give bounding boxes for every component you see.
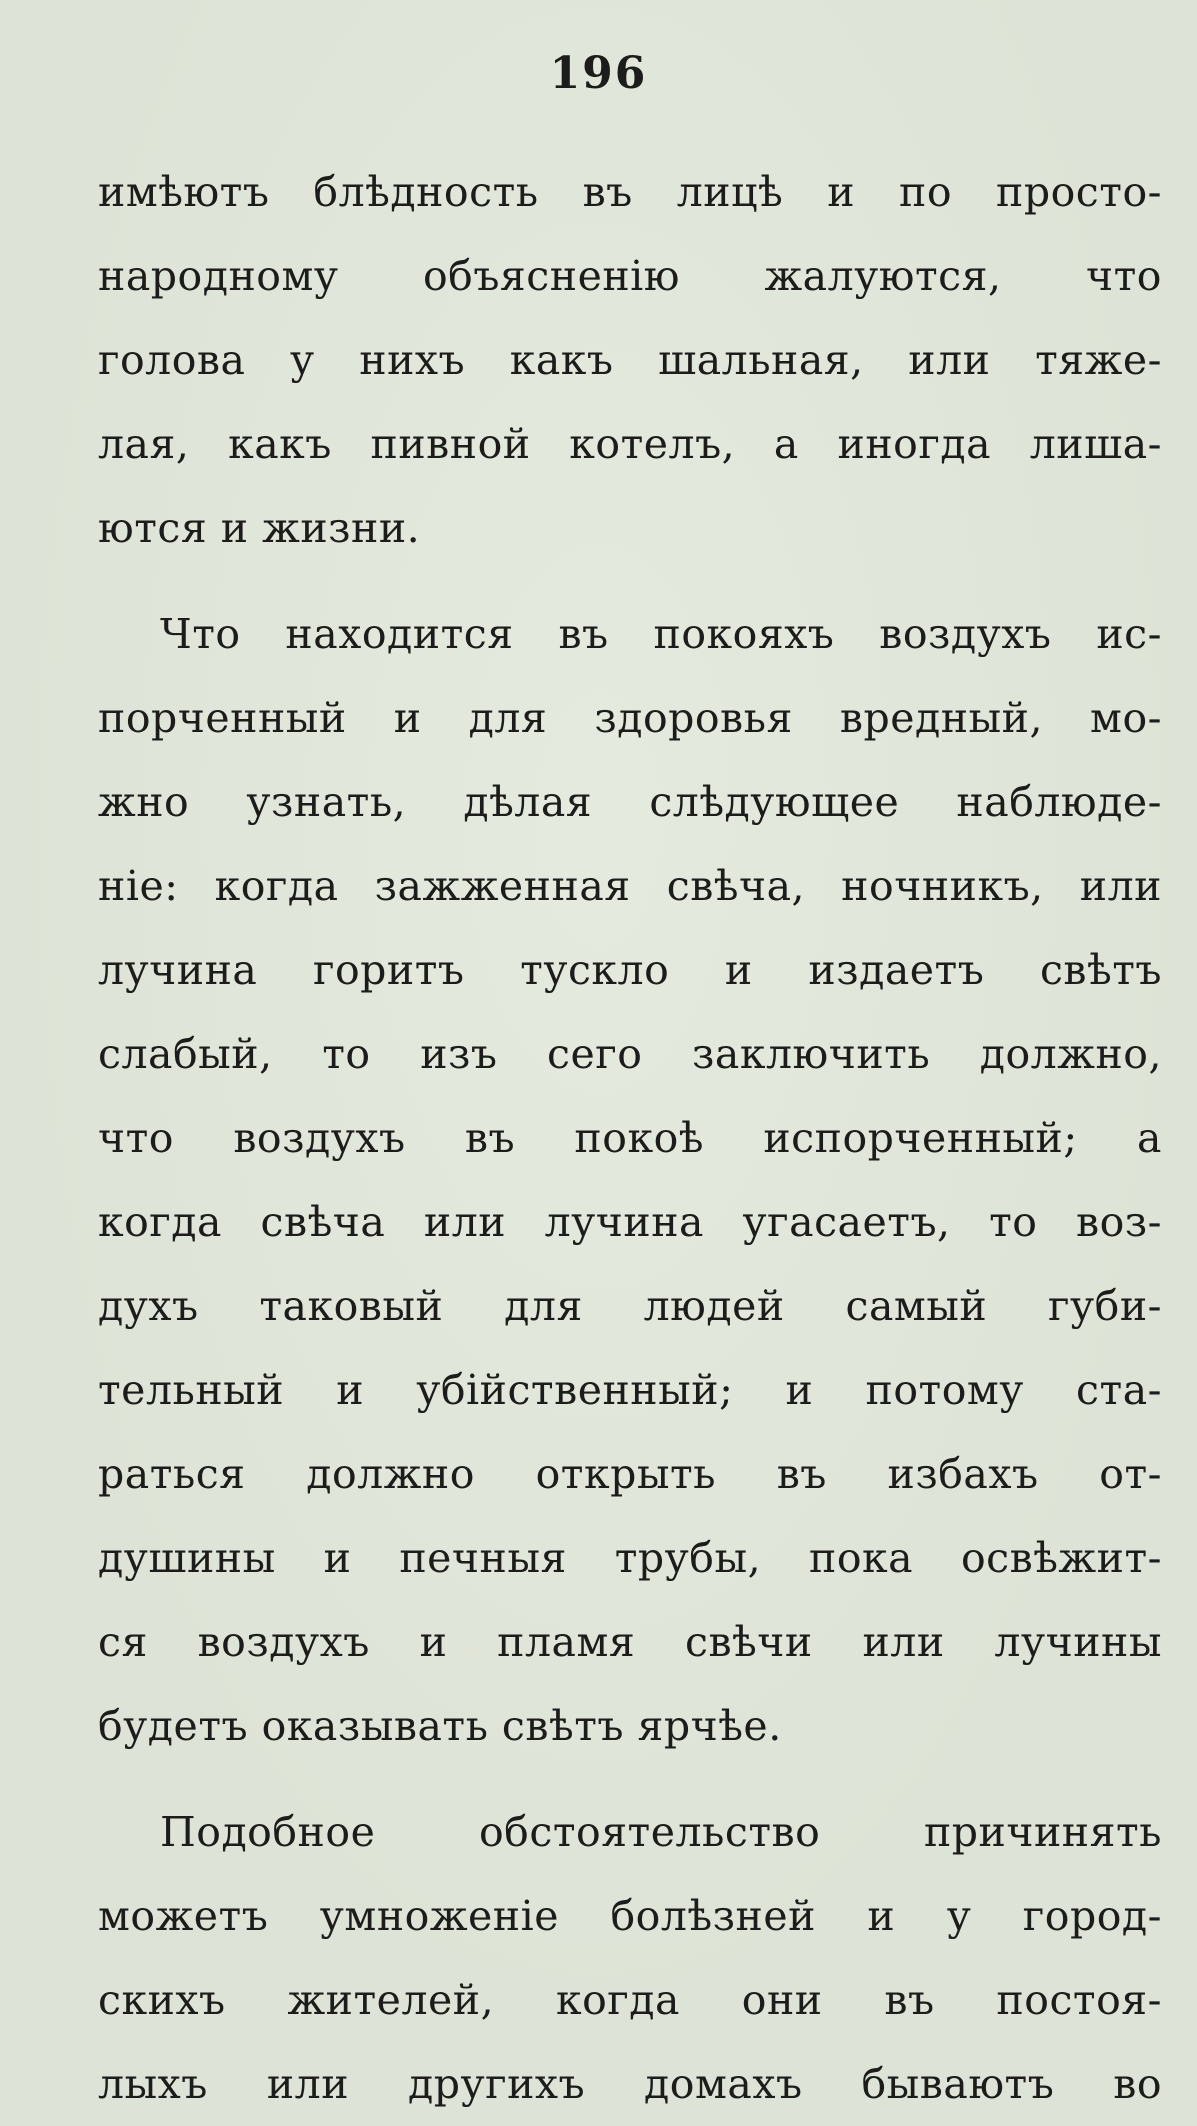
- text-line: порченный и для здоровья вредный, мо-: [98, 694, 1162, 742]
- text-line: Что находится въ покояхъ воздухъ ис-: [160, 610, 1162, 658]
- text-line: слабый, то изъ сего заключить должно,: [98, 1030, 1162, 1078]
- text-line: душины и печныя трубы, пока освѣжит-: [98, 1534, 1162, 1582]
- text-line: лая, какъ пивной котелъ, а иногда лиша-: [98, 420, 1162, 468]
- text-line: скихъ жителей, когда они въ постоя-: [98, 1976, 1162, 2024]
- text-line: будетъ оказывать свѣтъ ярчѣе.: [98, 1702, 782, 1750]
- paragraph-2: [98, 592, 1162, 1768]
- paragraph-3: [98, 1790, 1162, 2126]
- paragraph-1: [98, 150, 1162, 570]
- text-line: ніе: когда зажженная свѣча, ночникъ, или: [98, 862, 1162, 910]
- text-line: что воздухъ въ покоѣ испорченный; а: [98, 1114, 1162, 1162]
- text-line: жно узнать, дѣлая слѣдующее наблюде-: [98, 778, 1162, 826]
- text-line: ются и жизни.: [98, 504, 421, 552]
- text-line: народному объясненію жалуются, что: [98, 252, 1162, 300]
- text-line: лучина горитъ тускло и издаетъ свѣтъ: [98, 946, 1162, 994]
- text-line: имѣютъ блѣдность въ лицѣ и по просто-: [98, 168, 1162, 216]
- page-number: 196: [549, 48, 648, 99]
- text-line: лыхъ или другихъ домахъ бываютъ во: [98, 2060, 1162, 2108]
- text-line: тельный и убійственный; и потому ста-: [98, 1366, 1162, 1414]
- text-line: голова у нихъ какъ шальная, или тяже-: [98, 336, 1162, 384]
- text-line: когда свѣча или лучина угасаетъ, то воз-: [98, 1198, 1162, 1246]
- text-line: Подобное обстоятельство причинять: [160, 1808, 1162, 1856]
- text-line: можетъ умноженіе болѣзней и у город-: [98, 1892, 1162, 1940]
- text-line: раться должно открыть въ избахъ от-: [98, 1450, 1162, 1498]
- body-text: [98, 150, 1162, 2126]
- text-line: ся воздухъ и пламя свѣчи или лучины: [98, 1618, 1162, 1666]
- text-line: духъ таковый для людей самый губи-: [98, 1282, 1162, 1330]
